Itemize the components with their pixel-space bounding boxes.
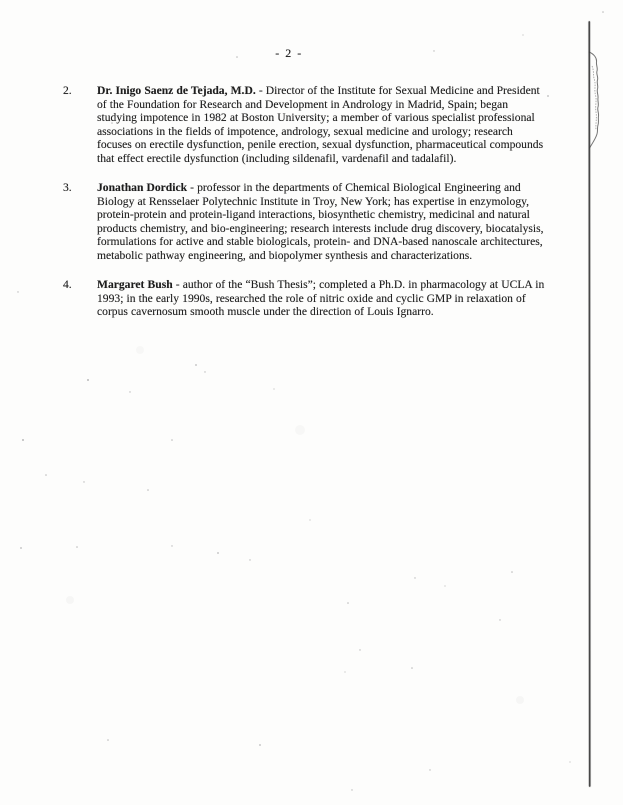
list-item [63, 181, 555, 262]
person-description: - professor in the departments of Chemical Biological Engineering and Biology at Rensselaer Polytechnic Institute in Troy, New York; has expertise in enzymology, protein-protein and protein-ligand interactions, biosynthetic chemistry, medicinal and natural products chemistry, and bio-engineering; research interests include drug discovery, biocatalysis, formulations for active and stable biologicals, protein- and DNA-based nanoscale architectures, metabolic pathway engineering, and biopolymer synthesis and characterizations. [97, 181, 544, 262]
scan-line-artifact [589, 22, 590, 786]
scan-line-fuzz-artifact [589, 22, 590, 786]
item-number: 3. [63, 181, 72, 194]
item-text [97, 84, 549, 165]
list-item [63, 278, 555, 319]
scan-squiggle-inner-artifact [592, 66, 596, 130]
person-name: Dr. Inigo Saenz de Tejada, M.D. [97, 84, 256, 97]
page-number: - 2 - [275, 46, 303, 60]
smudge-noise [66, 346, 524, 704]
item-number: 4. [63, 278, 72, 291]
person-description: - Director of the Institute for Sexual Medicine and President of the Foundation for Research and Development in Andrology in Madrid, Spain; began studying impotence in 1982 at Boston University; a member of various specialist professional associations in the fields of impotence, andrology, sexual medicine and urology; research focuses on erectile dysfunction, penile erection, sexual dysfunction, pharmaceutical compounds that effect erectile dysfunction (including sildenafil, vardenafil and tadalafil). [97, 84, 544, 165]
item-text [97, 181, 549, 262]
list-item [63, 84, 555, 165]
scan-squiggle-artifact [589, 52, 599, 148]
bio-list [63, 84, 555, 335]
item-number: 2. [63, 84, 72, 97]
person-description: - author of the “Bush Thesis”; completed a Ph.D. in pharmacology at UCLA in 1993; in the early 1990s, researched the role of nitric oxide and cyclic GMP in relaxation of corpus cavernosum smooth muscle under the direction of Louis Ignarro. [97, 278, 545, 318]
person-name: Margaret Bush [97, 278, 173, 291]
person-name: Jonathan Dordick [97, 181, 188, 194]
item-text [97, 278, 549, 319]
